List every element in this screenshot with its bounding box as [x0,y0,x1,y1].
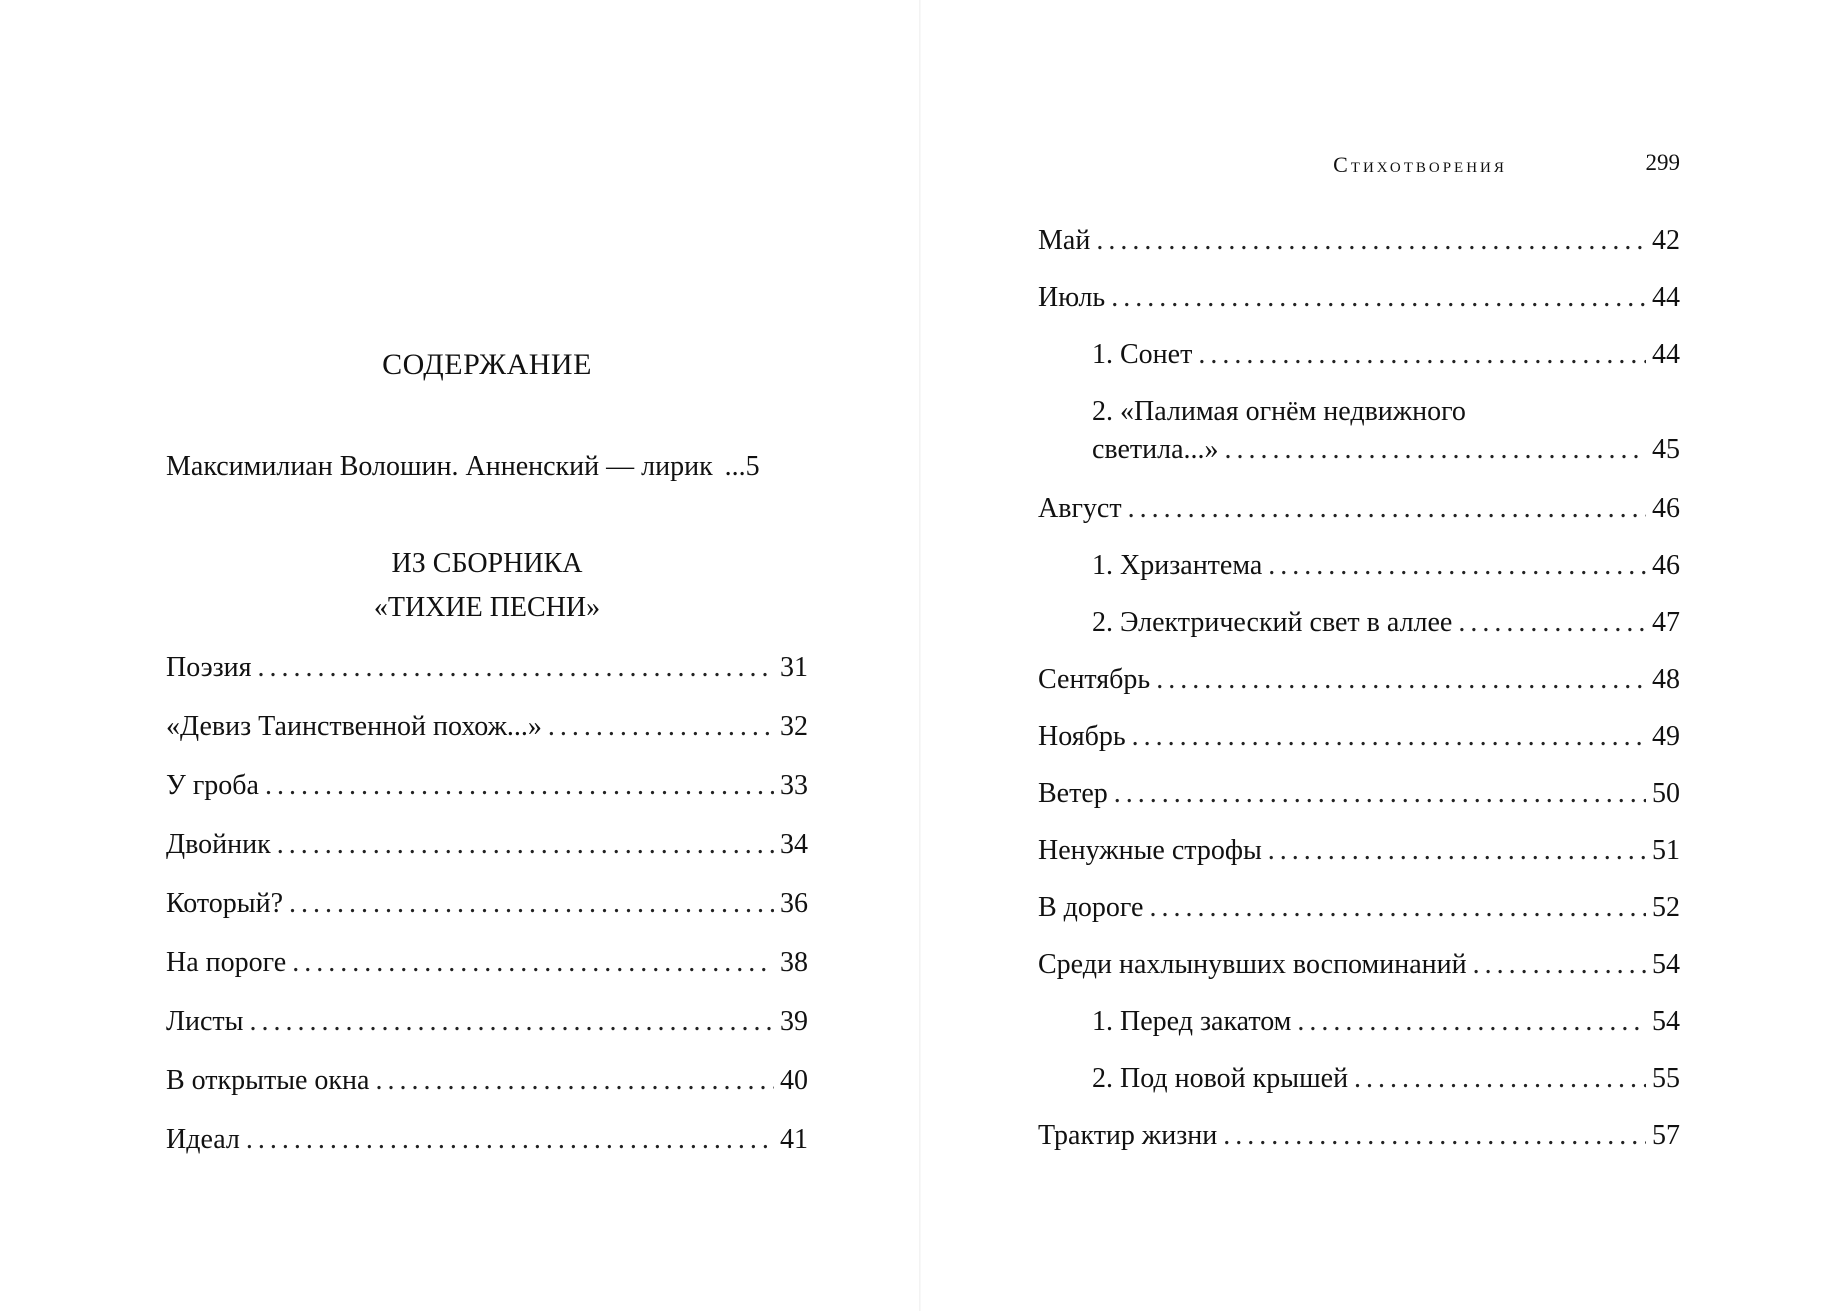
toc-leader-dots [1458,604,1646,642]
toc-leader-dots [289,885,774,923]
toc-entry-page: 40 [780,1065,808,1096]
toc-entry [166,767,808,805]
toc-leader-dots [1297,1003,1646,1041]
toc-entry-page: 33 [780,770,808,801]
toc-entry-page: 32 [780,711,808,742]
toc-entry-title: 1. Хризантема [1092,550,1263,581]
toc-entry-page: 54 [1652,949,1680,980]
toc-entry-title: Максимилиан Волошин. Анненский — лирик [166,451,713,482]
toc-entry [166,708,808,746]
toc-entry-title: Ноябрь [1038,721,1126,752]
toc-entry [166,1121,808,1159]
toc-subentry [1092,547,1680,585]
toc-entry [166,944,808,982]
section-heading [166,542,808,630]
toc-entry-page: 51 [1652,835,1680,866]
toc-entry-page: 31 [780,652,808,683]
toc-leader-dots [1473,946,1646,984]
toc-entry [1038,1117,1680,1155]
toc-leader-dots [1128,490,1646,528]
toc-leader-dots [375,1062,774,1100]
toc-entry-page: 41 [780,1124,808,1155]
toc-entry-title: В дороге [1038,892,1144,923]
toc-entry-title: Ветер [1038,778,1108,809]
toc-leader-dots [249,1003,774,1041]
toc-entry-page: 36 [780,888,808,919]
toc-entry [1038,889,1680,927]
toc-subentry-title-line1: 2. «Палимая огнём недвижного [1092,396,1466,427]
toc-entry-page: 54 [1652,1006,1680,1037]
toc-entry-title: У гроба [166,770,259,801]
toc-entry-page: 44 [1652,339,1680,370]
toc-entry-title: 1. Сонет [1092,339,1193,370]
toc-subentry [1092,336,1680,374]
toc-leader-dots [277,826,774,864]
toc-entry-page: 39 [780,1006,808,1037]
toc-subentry [1092,1003,1680,1041]
toc-leader-dots [1132,718,1646,756]
toc-leader-dots [548,708,774,746]
toc-entry [1038,222,1680,260]
toc-entry-page: 48 [1652,664,1680,695]
toc-entry-page: 57 [1652,1120,1680,1151]
toc-entry-title: Трактир жизни [1038,1120,1218,1151]
toc-entry-title: «Девиз Таинственной похож...» [166,711,542,742]
right-page [921,0,1840,1311]
toc-entry-title: В открытые окна [166,1065,370,1096]
toc-entry-title: Листы [166,1006,244,1037]
toc-entry-title: Май [1038,225,1091,256]
toc-entry-page: 38 [780,947,808,978]
toc-entry-title: Поэзия [166,652,252,683]
toc-entry-title: На пороге [166,947,287,978]
toc-entry [1038,775,1680,813]
toc-entry-title: Двойник [166,829,271,860]
toc-entry-page: 47 [1652,607,1680,638]
toc-subentry [1092,431,1680,469]
page-number: 299 [1645,150,1680,175]
toc-leader-dots [1156,661,1646,699]
toc-entry [166,1003,808,1041]
toc-subentry [1092,604,1680,642]
running-head: Стихотворения [1333,152,1507,177]
toc-entry-page: 49 [1652,721,1680,752]
toc-entry-title: 2. Под новой крышей [1092,1063,1349,1094]
toc-entry-intro [166,448,808,486]
toc-leader-dots [292,944,774,982]
toc-entry-page: ...5 [724,451,760,482]
toc-leader-dots [1111,279,1646,317]
toc-entry-title: Среди нахлынувших воспоминаний [1038,949,1467,980]
toc-leader-dots [1114,775,1646,813]
toc-entry-title: Июль [1038,282,1106,313]
toc-leader-dots [1198,336,1646,374]
toc-entry [1038,661,1680,699]
toc-entry-title: светила...» [1092,434,1219,465]
toc-entry-page: 52 [1652,892,1680,923]
toc-entry-title: Август [1038,493,1122,524]
toc-entry-title: Который? [166,888,284,919]
section-heading-line2: «ТИХИЕ ПЕСНИ» [373,592,601,623]
toc-leader-dots [1268,832,1646,870]
toc-leader-dots [1268,547,1646,585]
toc-entry-page: 44 [1652,282,1680,313]
toc-entry [166,885,808,923]
toc-entry [1038,832,1680,870]
toc-leader-dots [246,1121,774,1159]
toc-entry-title: 2. Электрический свет в аллее [1092,607,1453,638]
toc-leader-dots [1223,1117,1646,1155]
toc-entry-page: 34 [780,829,808,860]
toc-entry [1038,279,1680,317]
toc-entry-title: Идеал [166,1124,240,1155]
toc-entry [1038,946,1680,984]
toc-leader-dots [265,767,774,805]
toc-entry [1038,718,1680,756]
toc-subentry [1092,1060,1680,1098]
toc-leader-dots [1354,1060,1646,1098]
toc-entry [166,1062,808,1100]
toc-leader-dots [1225,431,1646,469]
toc-entry-page: 46 [1652,550,1680,581]
toc-leader-dots [258,649,774,687]
toc-entry [1038,490,1680,528]
toc-entry-page: 45 [1652,434,1680,465]
toc-entry-title: Сентябрь [1038,664,1151,695]
toc-entry [166,649,808,687]
toc-entry-title: 1. Перед закатом [1092,1006,1292,1037]
toc-title: СОДЕРЖАНИЕ [382,348,592,381]
toc-leader-dots [1096,222,1646,260]
toc-entry [166,826,808,864]
section-heading-line1: ИЗ СБОРНИКА [391,548,583,579]
toc-entry-page: 42 [1652,225,1680,256]
toc-entry-title: Ненужные строфы [1038,835,1262,866]
toc-leader-dots [1149,889,1646,927]
toc-entry-page: 46 [1652,493,1680,524]
toc-entry-page: 55 [1652,1063,1680,1094]
toc-entry-page: 50 [1652,778,1680,809]
